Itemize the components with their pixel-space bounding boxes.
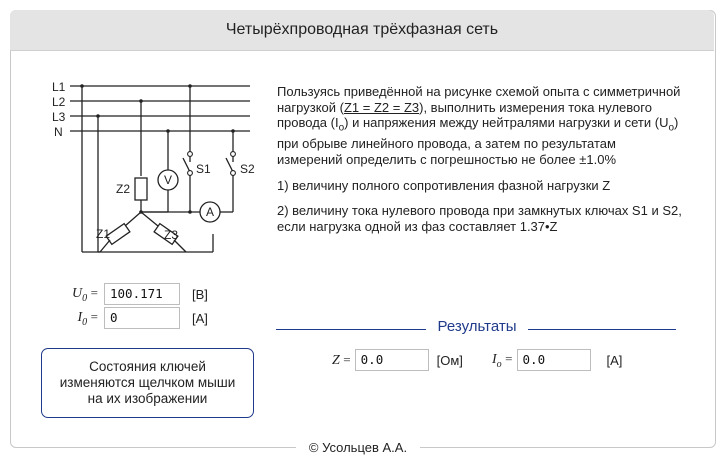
result-io-label: $I_o$ = (492, 350, 513, 370)
i0-field: 0 (104, 307, 180, 329)
switch-hint-box (41, 348, 254, 418)
switch-s2-label: S2 (240, 162, 255, 176)
load-label-z2: Z2 (116, 182, 131, 196)
voltmeter-label: V (164, 173, 173, 187)
switch-hint-text: Состояния ключей изменяются щелчком мыши на их изображении (59, 359, 236, 406)
load-label-z3: Z3 (164, 228, 179, 242)
task-item-2: 2) величину тока нулевого провода при замкнутых ключах S1 и S2, если нагрузка одной из фаз составляет 1.37•Z (277, 203, 682, 234)
i0-unit: [А] (192, 310, 208, 326)
ammeter-label: A (206, 205, 215, 219)
circuit-diagram (38, 72, 268, 262)
u0-unit: [В] (192, 286, 208, 302)
line-label-n: N (54, 125, 63, 139)
result-z-label: Z = (332, 351, 351, 368)
results-title: Результаты (430, 318, 524, 335)
results-divider-right (528, 329, 676, 330)
switch-s2-blade[interactable] (226, 158, 233, 172)
task-description (277, 84, 682, 244)
result-io-unit: [А] (606, 352, 623, 368)
line-label-l2: L2 (52, 95, 66, 109)
i0-label: $I_0$ = (77, 308, 98, 328)
switch-s1-blade[interactable] (183, 158, 190, 172)
result-io-row (492, 349, 622, 371)
i0-row (58, 307, 208, 329)
line-label-l3: L3 (52, 110, 66, 124)
results-divider-left (276, 329, 426, 330)
switch-s1-label: S1 (196, 162, 211, 176)
u0-label: $U_0$ = (72, 284, 98, 304)
window-title-text: Четырёхпроводная трёхфазная сеть (225, 21, 499, 38)
line-label-l1: L1 (52, 80, 66, 94)
result-io-input[interactable]: 0.0 (517, 349, 591, 371)
z-equality: Z1 = Z2 = Z3 (343, 99, 420, 115)
result-z-input[interactable]: 0.0 (355, 349, 429, 371)
task-item-1: 1) величину полного сопротивления фазной нагрузки Z (277, 177, 611, 193)
load-label-z1: Z1 (96, 227, 111, 241)
result-z-unit: [Ом] (436, 352, 463, 368)
footer-copyright: © Усольцев А.А. (296, 440, 420, 455)
window-title (10, 10, 714, 51)
u0-row (58, 283, 208, 305)
result-z-row (332, 349, 463, 371)
task-intro: Пользуясь приведённой на рисунке схемой опыта с симметричной нагрузкой (Z1 = Z2 = Z3), выполнить измерения тока нулевого провода $(I_o)$ и напряжения между нейтралями нагрузки и сети $(U_o)$ при обрыве линейного провода, а затем по результатам измерений определить с погрешностью не более ±1.0% (277, 84, 681, 167)
u0-field: 100.171 (104, 283, 180, 305)
